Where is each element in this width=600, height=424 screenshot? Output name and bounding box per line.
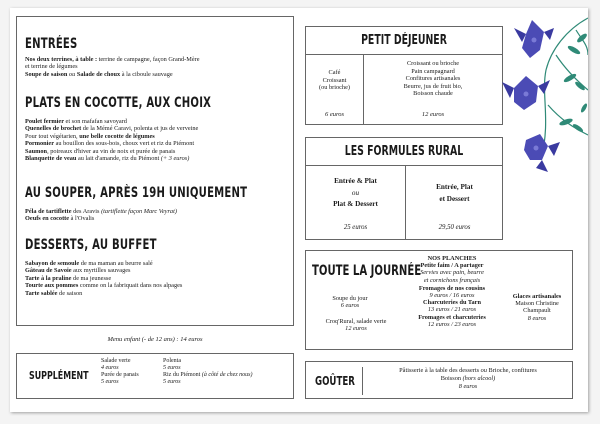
glaces-artisanales: Glaces artisanales Maison Christine Champault 8 euros	[512, 293, 562, 322]
desserts-title: DESSERTS, AU BUFFET	[25, 237, 157, 253]
supplement-price: 5 euros	[163, 378, 181, 385]
supplement-box	[16, 353, 294, 399]
entrees-line: Soupe de saison ou Salade de choux à la ciboule sauvage	[25, 70, 173, 78]
formules-box	[305, 137, 503, 240]
supplement-col-2	[163, 358, 253, 386]
petit-dejeuner-simple-price: 6 euros	[324, 111, 345, 118]
petit-dejeuner-box	[305, 26, 503, 125]
desserts-line: Tarte à la praline de ma jeunesse	[25, 274, 112, 282]
cocotte-line: Saumon, poireaux d'hiver au vin de noix et purée de panais	[25, 147, 176, 155]
planches-title: NOS PLANCHES	[427, 255, 477, 262]
supplement-item: Purée de panais	[101, 371, 139, 378]
supplement-item: Riz du Piémont (à côté de chez nous)	[163, 371, 253, 378]
supplement-item: Polenta	[163, 358, 181, 364]
desserts-line: Gâteau de Savoie aux myrtilles sauvages	[25, 267, 131, 275]
desserts-line: Sabayon de semoule de ma maman au beurre salé	[25, 260, 153, 267]
toute-la-journee-box	[305, 250, 573, 350]
nos-planches: NOS PLANCHES Petite faim / A partager Servies avec pain, beurre et cornichons français Fromages de nos cousins 9 euros / 16 euros Charcuteries du Tarn 13 euros / 21 euros Fromages et charcuteries 12 euros / 23 euros	[402, 255, 502, 328]
supplement-title: SUPPLÉMENT	[29, 369, 89, 382]
souper-line: Péla de tartiflette des Aravis (tartiflette façon Marc Veyrat)	[25, 208, 177, 215]
soupe-du-jour: Soupe du jour 6 euros	[332, 295, 368, 310]
cocotte-list	[25, 118, 198, 162]
formule-complete: Entrée, Plat et Dessert	[436, 183, 473, 203]
gouter-title: GOÛTER	[315, 374, 355, 388]
petit-dejeuner-title: PETIT DÉJEUNER	[361, 33, 447, 48]
petit-dejeuner-complet: Croissant ou brioche Pain campagnard Confitures artisanales Beurre, jus de fruit bio, Boisson chaude	[403, 60, 463, 98]
croq-rural: Croq'Rural, salade verte 12 euros	[325, 318, 387, 333]
souper-title: AU SOUPER, APRÈS 19H UNIQUEMENT	[25, 185, 248, 201]
desserts-line: Tarte sablée de saison	[25, 289, 83, 297]
formule-complete-price: 29,50 euros	[438, 224, 471, 231]
desserts-list	[25, 260, 182, 297]
cocotte-line: Quenelles de brochet de la Mémé Caravi, polenta et jus de verveine	[25, 125, 199, 133]
cocotte-line: Pormonier au bouillon des sous-bois, choux vert et riz du Piémont	[25, 140, 195, 148]
formule-deux-plats: Entrée & Plat ou Plat & Dessert	[333, 177, 378, 208]
supplement-col-1	[101, 358, 139, 386]
divider	[362, 367, 363, 395]
cocotte-line: Blanquette de veau au lait d'amande, riz du Piémont (+ 3 euros)	[25, 155, 190, 163]
cocotte-line: Poulet fermier et son mafafan savoyard	[25, 118, 127, 125]
souper-list	[25, 208, 177, 223]
gouter-description: Pâtisserie à la table des desserts ou Brioche, confitures Boisson (hors alcool) 8 euros	[399, 367, 537, 390]
desserts-line: Tourte aux pommes comme on la fabriquait dans nos alpages	[25, 282, 183, 290]
bellflower-illustration	[496, 10, 588, 182]
petit-dejeuner-simple: Café Croissant (ou brioche)	[319, 69, 350, 92]
supplement-price: 4 euros	[101, 364, 119, 371]
menu-enfant-note: Menu enfant (- de 12 ans) : 14 euros	[107, 336, 203, 343]
souper-line: Oeufs en cocotte à l'Ovalis	[25, 215, 95, 223]
entrees-line: et terrine de légumes	[25, 63, 78, 71]
supplement-item: Salade verte	[101, 358, 131, 364]
formule-deux-plats-price: 25 euros	[343, 224, 368, 231]
cocotte-line: Pour tout végétarien, une belle cocotte de légumes	[25, 132, 155, 140]
entrees-list	[25, 56, 200, 78]
entrees-title: ENTRÉES	[25, 36, 78, 52]
entrees-line: Nos deux terrines, à table : terrine de campagne, façon Grand-Mère	[25, 56, 200, 63]
main-menu-box	[16, 16, 294, 326]
petit-dejeuner-complet-price: 12 euros	[421, 111, 445, 118]
supplement-price: 5 euros	[101, 378, 119, 385]
gouter-box	[305, 361, 573, 399]
toute-la-journee-title: TOUTE LA JOURNÉE	[312, 263, 422, 279]
supplement-price: 5 euros	[163, 364, 181, 371]
formules-title: LES FORMULES RURAL	[344, 144, 464, 159]
cocotte-title: PLATS EN COCOTTE, AUX CHOIX	[25, 95, 212, 111]
